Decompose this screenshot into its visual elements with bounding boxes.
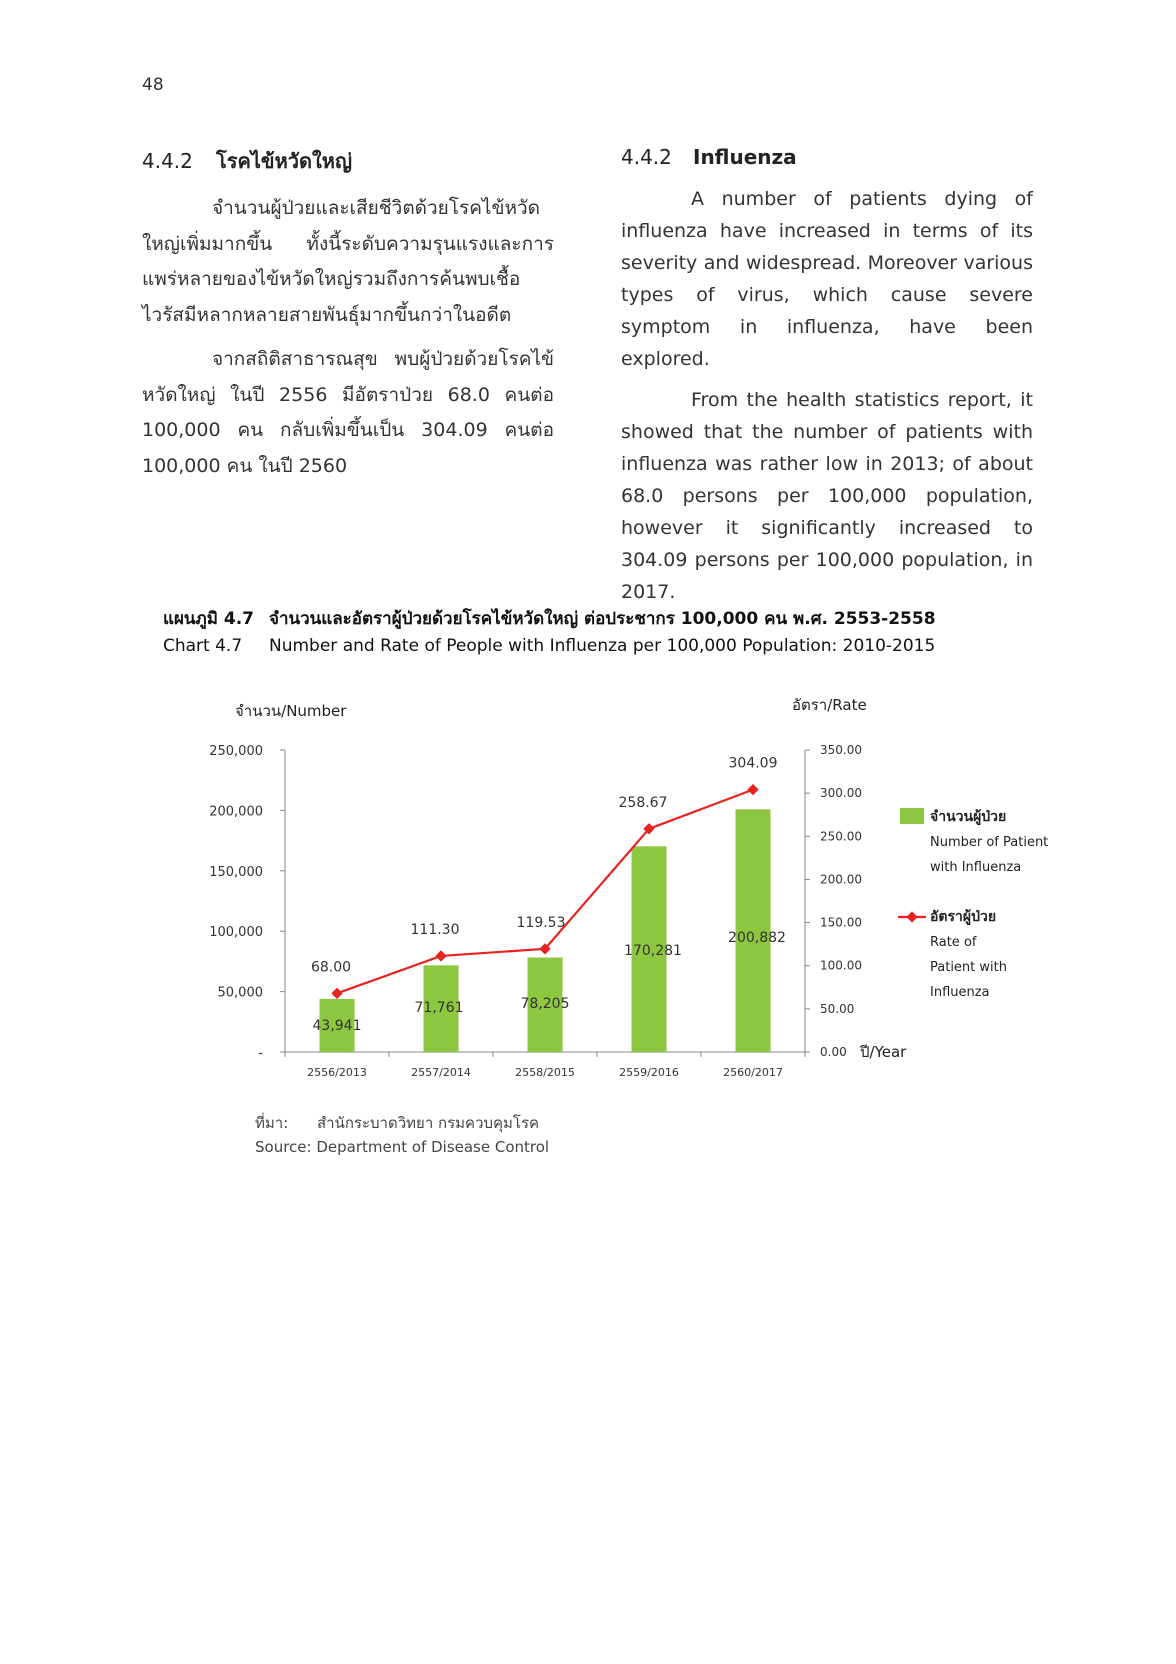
legend-line-label: Influenza (930, 985, 990, 1000)
thai-section-number: 4.4.2 (142, 149, 193, 173)
legend-bar-label: with Influenza (930, 860, 1022, 875)
x-tick-label: 2560/2017 (723, 1066, 783, 1079)
rate-value-label: 111.30 (410, 921, 460, 938)
english-paragraph-1: A number of patients dying of influenza have increased in terms of its severity and widespread. Moreover various types of virus, which cause severe symptom in influenza, have been explored. (621, 188, 1033, 370)
source-thai-text: สำนักระบาดวิทยา กรมควบคุมโรค (317, 1114, 540, 1132)
english-paragraph-2: From the health statistics report, it showed that the number of patients with influenza was rather low in 2013; of about 68.0 persons per 100,000 population, however it significantly increased to 304.09 persons per 100,000 population, in 2017. (621, 389, 1033, 603)
chart-caption-thai (163, 605, 936, 632)
y-right-axis-title: อัตรา/Rate (792, 696, 867, 714)
bar-value-label: 43,941 (312, 1018, 362, 1034)
y-right-tick-label: 0.00 (820, 1045, 847, 1059)
rate-point (747, 784, 758, 795)
y-right-tick-label: 350.00 (820, 743, 862, 757)
legend-line-label: Rate of (930, 935, 977, 950)
thai-section-heading (142, 145, 554, 177)
y-left-tick-label: 200,000 (209, 804, 263, 820)
bar-value-label: 170,281 (624, 943, 682, 959)
legend-line-label-thai: อัตราผู้ป่วย (930, 909, 997, 925)
x-tick-label: 2558/2015 (515, 1066, 575, 1079)
english-section-title: Influenza (693, 145, 797, 169)
english-column (621, 145, 1033, 617)
bar-value-label: 71,761 (414, 1000, 464, 1016)
legend-bar-label: Number of Patient (930, 835, 1049, 850)
source-thai-label: ที่มา: (255, 1114, 289, 1132)
rate-value-label: 258.67 (618, 794, 668, 811)
y-right-tick-label: 300.00 (820, 786, 862, 801)
y-right-tick-label: 200.00 (820, 872, 862, 887)
chart-caption-english-text: Number and Rate of People with Influenza per 100,000 Population: 2010-2015 (269, 636, 936, 656)
influenza-chart (180, 690, 1080, 1090)
y-left-tick-label: - (258, 1046, 263, 1061)
bar-value-label: 200,882 (728, 930, 786, 946)
chart-caption-english-label: Chart 4.7 (163, 636, 243, 656)
y-right-tick-label: 250.00 (820, 829, 862, 844)
thai-section-title: โรคไข้หวัดใหญ่ (216, 149, 352, 173)
y-left-tick-label: 250,000 (209, 744, 263, 759)
y-right-tick-label: 150.00 (820, 915, 862, 930)
y-right-tick-label: 100.00 (820, 958, 862, 973)
legend-bar-swatch (900, 808, 924, 824)
rate-point (331, 988, 342, 999)
rate-value-label: 304.09 (728, 755, 778, 772)
thai-paragraph-2: จากสถิติสาธารณสุข พบผู้ป่วยด้วยโรคไข้หวัดใหญ่ ในปี 2556 มีอัตราป่วย 68.0 คนต่อ 100,000 คน กลับเพิ่มขึ้นเป็น 304.09 คนต่อ 100,000 คน ในปี 2560 (142, 348, 554, 477)
x-axis-title: ปี/Year (860, 1043, 907, 1061)
rate-value-label: 119.53 (516, 914, 566, 931)
rate-point (435, 950, 446, 961)
y-left-tick-label: 150,000 (209, 864, 263, 880)
page-number: 48 (142, 75, 164, 95)
y-left-tick-label: 100,000 (209, 925, 263, 941)
x-tick-label: 2557/2014 (411, 1066, 471, 1079)
y-left-axis-title: จำนวน/Number (235, 702, 347, 720)
x-tick-label: 2556/2013 (307, 1066, 367, 1079)
chart-caption-thai-label: แผนภูมิ 4.7 (163, 609, 254, 629)
thai-paragraph-1: จำนวนผู้ป่วยและเสียชีวิตด้วยโรคไข้หวัดใหญ่เพิ่มมากขึ้น ทั้งนี้ระดับความรุนแรงและการแพร่หลายของไข้หวัดใหญ่รวมถึงการค้นพบเชื้อไวรัสมีหลากหลายสายพันธุ์มากขึ้นกว่าในอดีต (142, 197, 554, 326)
x-tick-label: 2559/2016 (619, 1066, 679, 1079)
y-left-tick-label: 50,000 (217, 985, 263, 1001)
thai-column (142, 145, 554, 493)
y-right-tick-label: 50.00 (820, 1001, 855, 1016)
source-english: Source: Department of Disease Control (255, 1138, 550, 1156)
legend-line-marker (906, 911, 917, 922)
english-section-heading (621, 145, 1033, 169)
legend-bar-label-thai: จำนวนผู้ป่วย (930, 809, 1007, 825)
bar-value-label: 78,205 (520, 996, 570, 1012)
chart-caption-english (163, 636, 935, 656)
rate-value-label: 68.00 (310, 959, 352, 976)
legend-line-label: Patient with (930, 960, 1007, 975)
chart-caption-thai-text: จำนวนและอัตราผู้ป่วยด้วยโรคไข้หวัดใหญ่ ต่อประชากร 100,000 คน พ.ศ. 2553-2558 (269, 609, 936, 629)
source-thai (255, 1111, 539, 1135)
english-section-number: 4.4.2 (621, 145, 672, 169)
